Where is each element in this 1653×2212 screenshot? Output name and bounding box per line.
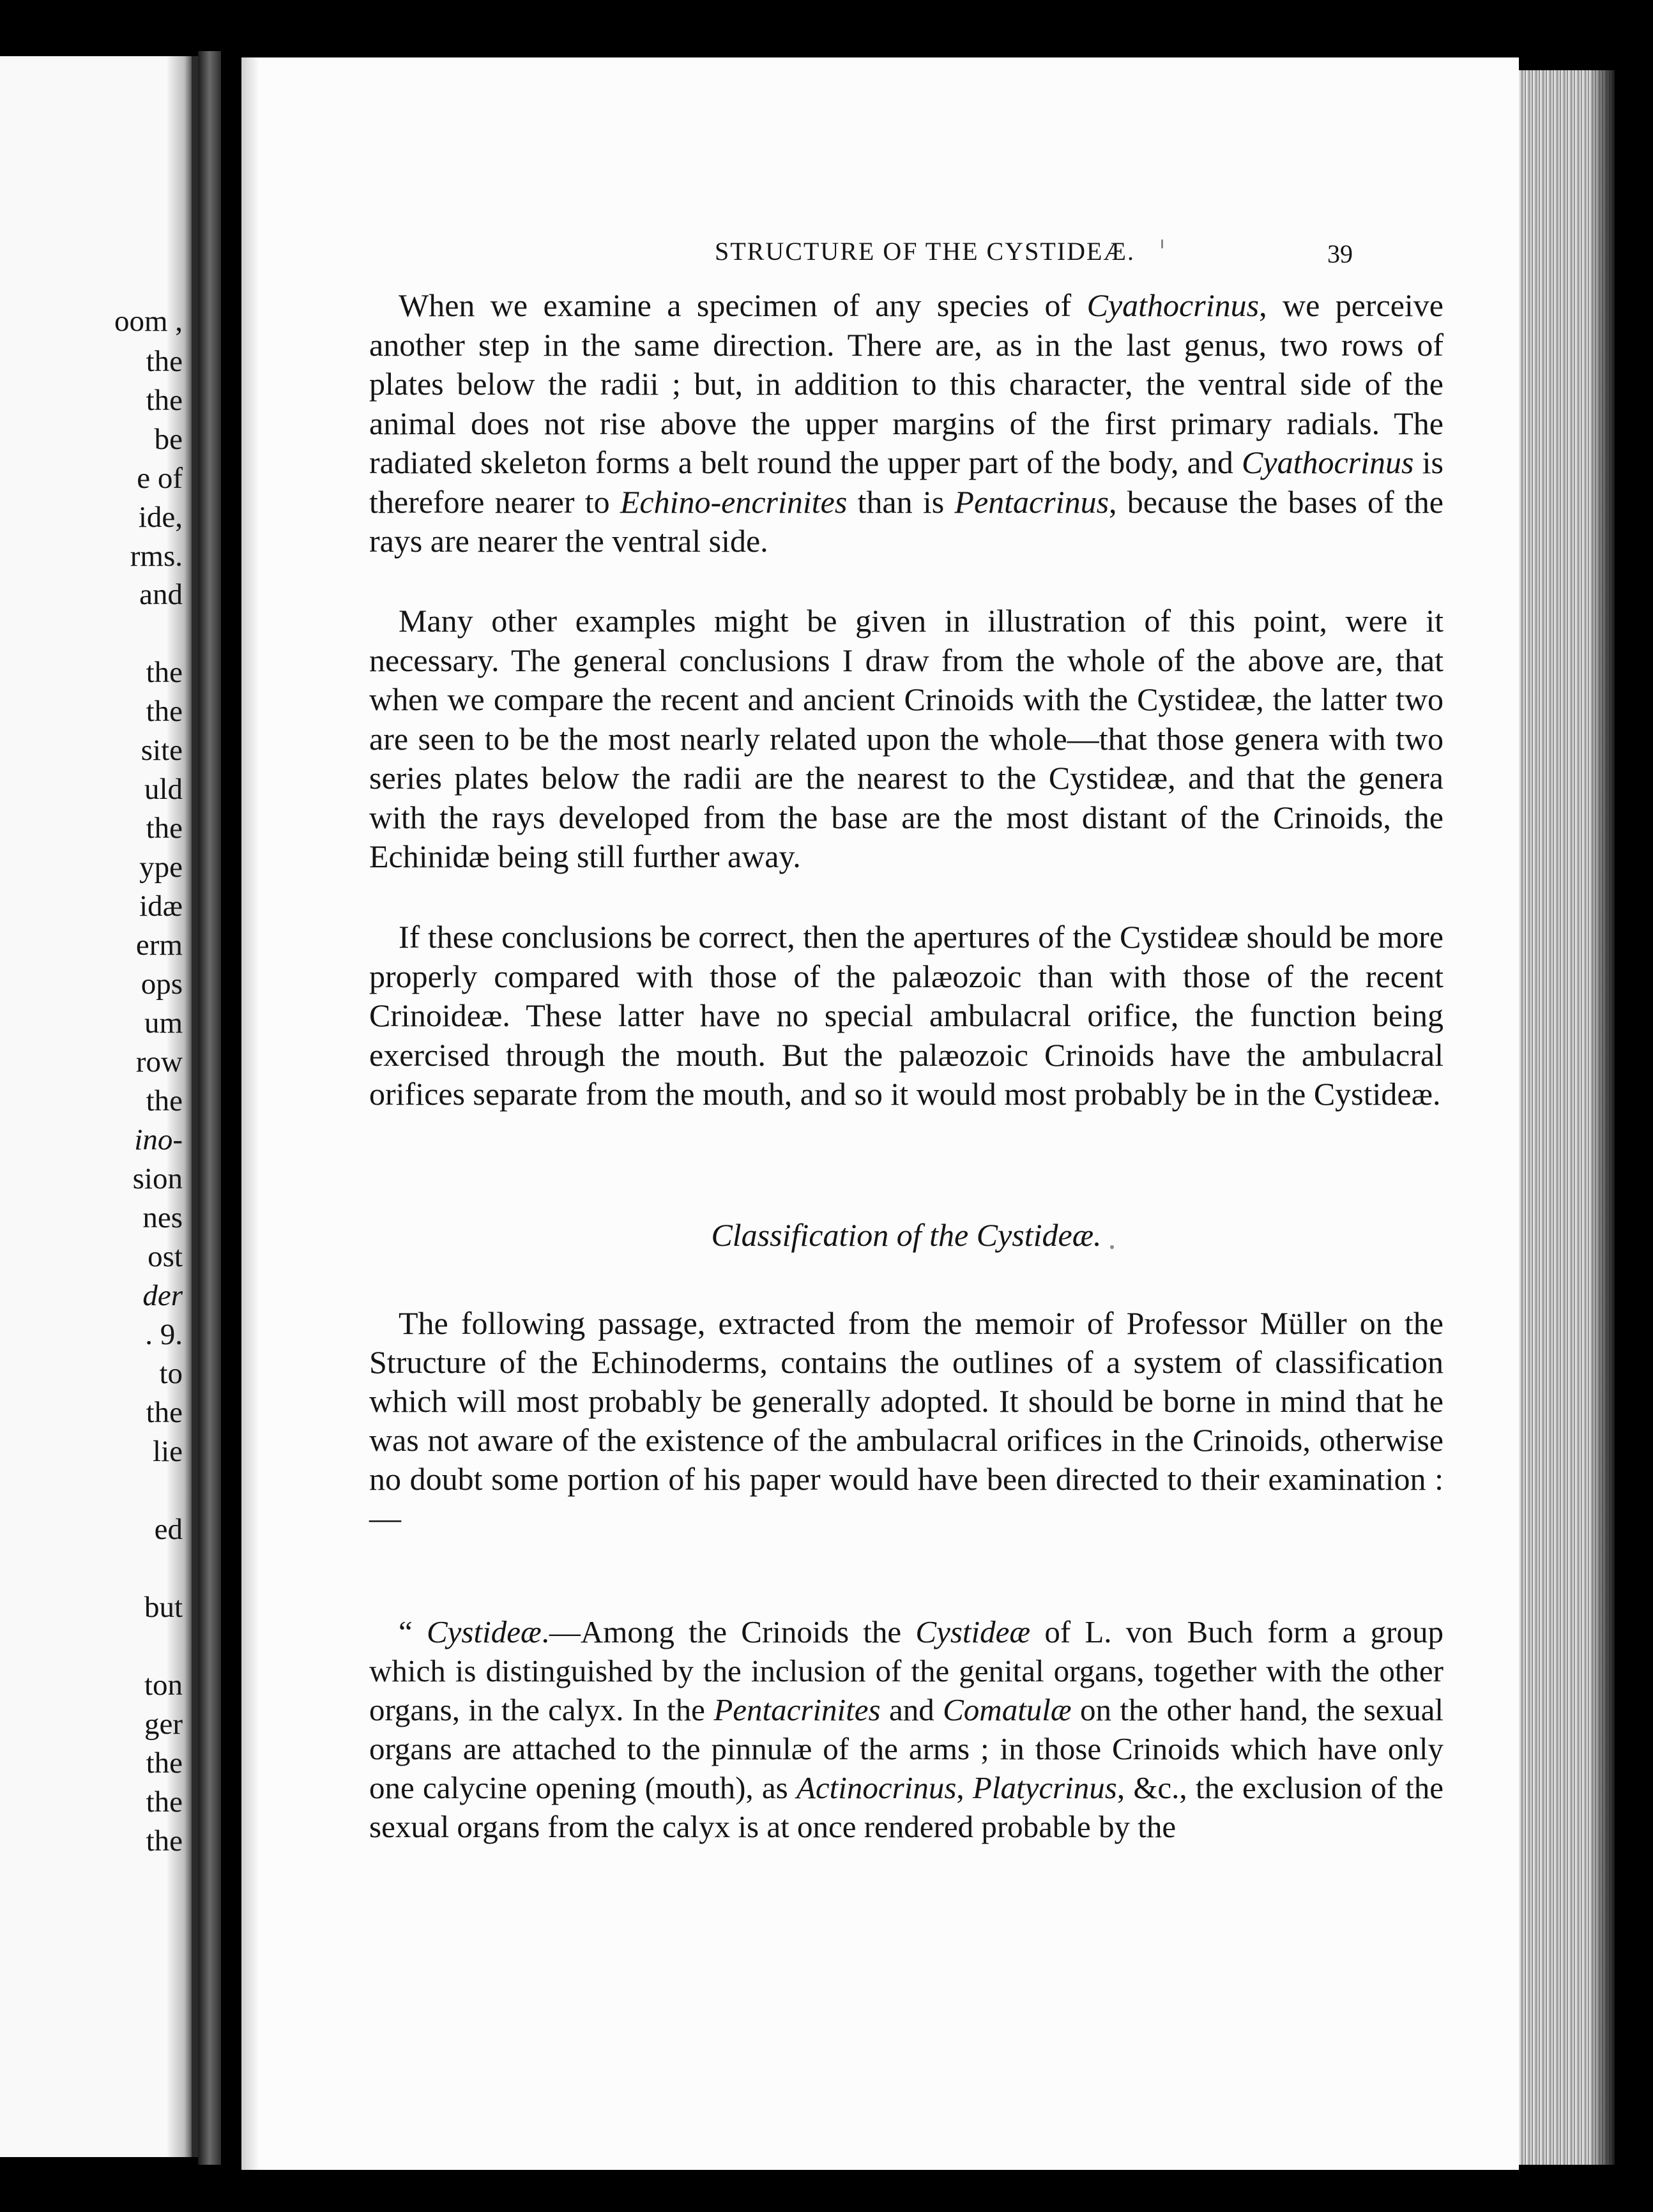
genus-name: Pentacrinites bbox=[713, 1692, 881, 1727]
facing-page-fragment: uld bbox=[144, 773, 183, 806]
facing-page-fragment: be bbox=[154, 423, 183, 456]
facing-page-fragment: oom , bbox=[114, 305, 183, 338]
facing-page-fragment: the bbox=[146, 345, 183, 378]
facing-page-fragment: row bbox=[135, 1045, 183, 1079]
facing-page-fragment: ops bbox=[141, 967, 183, 1001]
facing-page-fragment: erm bbox=[135, 928, 183, 962]
text-run: , bbox=[956, 1770, 973, 1805]
page-39 bbox=[241, 57, 1519, 2170]
text-run: , because the bases of the rays are nearer the ventral side. bbox=[369, 483, 1444, 559]
facing-page-fragment: lie bbox=[153, 1435, 183, 1468]
text-run: of L. von Buch form a group which is distinguished by the inclusion of the genital organs, together with the other organs, in the calyx. In the bbox=[369, 1614, 1444, 1727]
text-run: than is bbox=[847, 483, 955, 520]
text-run: “ bbox=[399, 1614, 427, 1649]
page-edge-shade bbox=[1589, 70, 1615, 2165]
genus-name: Comatulæ bbox=[943, 1692, 1072, 1727]
facing-page-fragment: um bbox=[144, 1006, 183, 1040]
facing-page-fragment: sion bbox=[132, 1162, 183, 1195]
genus-name: Cystideæ bbox=[915, 1614, 1031, 1649]
book-binding-strip bbox=[198, 51, 221, 2165]
facing-page-fragment: the bbox=[146, 1396, 183, 1429]
paragraph-cyathocrinus bbox=[369, 286, 1444, 561]
facing-page-fragment: ype bbox=[139, 851, 183, 884]
text-run: , &c., the exclusion of the sexual organs from the calyx is at once rendered probable by the bbox=[369, 1770, 1444, 1844]
genus-name: Pentacrinus bbox=[954, 483, 1109, 520]
facing-page-fragment: to bbox=[159, 1357, 183, 1390]
facing-page-fragment: ide, bbox=[138, 501, 183, 534]
genus-name: Cyathocrinus bbox=[1086, 287, 1260, 323]
facing-page-fragment: the bbox=[146, 656, 183, 689]
genus-name: Cystideæ bbox=[427, 1614, 542, 1649]
genus-name: Platycrinus bbox=[972, 1770, 1117, 1805]
page-inner-shadow bbox=[241, 57, 259, 2170]
facing-page-fragment: and bbox=[139, 578, 183, 611]
print-speck bbox=[1110, 1245, 1114, 1249]
text-run: .—Among the Crinoids the bbox=[541, 1614, 916, 1649]
facing-page-fragment: rms. bbox=[130, 540, 183, 573]
genus-name: Echino-encrinites bbox=[620, 483, 848, 520]
page-block-edges bbox=[1519, 70, 1615, 2165]
paragraph-general-conclusions: Many other examples might be given in illustration of this point, were it necessary. The general conclusions I draw from the whole of the above are, that when we compare the recent and ancient Crinoids with the Cystideæ, the latter two are seen to be the most nearly related upon the whole—that those genera with two series plates below the radii are the nearest to the Cystideæ, and that the genera with the rays developed from the base are the most distant of the Crinoids, the Echinidæ being still further away. bbox=[369, 603, 1444, 874]
facing-page-fragment: e of bbox=[137, 462, 183, 495]
paragraph-apertures: If these conclusions be correct, then the apertures of the Cystideæ should be more properly compared with those of the palæozoic than with those of the recent Crinoideæ. These latter have no special ambulacral orifice, the function being exercised through the mouth. But the palæozoic Crinoids have the ambulacral orifices separate from the mouth, and so it would most probably be in the Cystideæ. bbox=[369, 919, 1444, 1112]
facing-page-fragment: the bbox=[146, 384, 183, 417]
facing-page-fragment: the bbox=[146, 1824, 183, 1858]
section-heading-classification: Classification of the Cystideæ. bbox=[711, 1217, 1102, 1253]
facing-page-fragment: nes bbox=[142, 1201, 183, 1234]
facing-page-fragment: der bbox=[142, 1279, 183, 1312]
genus-name: Actinocrinus bbox=[796, 1770, 957, 1805]
facing-page-fragment: ed bbox=[154, 1513, 183, 1546]
text-run: When we examine a specimen of any species of bbox=[399, 287, 1087, 323]
page-number: 39 bbox=[1327, 239, 1353, 268]
text-run: is therefore nearer to bbox=[369, 444, 1444, 520]
paragraph-quoted-cystideae bbox=[369, 1612, 1444, 1846]
genus-name: Cyathocrinus bbox=[1242, 444, 1414, 480]
print-speck bbox=[1161, 239, 1163, 248]
text-run: on the other hand, the sexual organs are attached to the pinnulæ of the arms ; in those Crinoids which have only one calycine opening (mouth), as bbox=[369, 1692, 1444, 1805]
facing-page-fragment: ino- bbox=[134, 1123, 183, 1156]
facing-page-left bbox=[0, 56, 198, 2157]
running-head: STRUCTURE OF THE CYSTIDEÆ. bbox=[715, 237, 1135, 266]
text-run: , we perceive another step in the same direction. There are, as in the last genus, two rows of plates below the radii ; but, in addition to this character, the ventral side of the animal does not rise above the upper margins of the first primary radials. The radiated skeleton forms a belt round the upper part of the body, and bbox=[369, 287, 1444, 480]
text-run: and bbox=[880, 1692, 943, 1727]
facing-page-fragment: idæ bbox=[139, 890, 183, 923]
facing-page-fragment: the bbox=[146, 1084, 183, 1117]
facing-page-fragment: . 9. bbox=[145, 1318, 183, 1351]
facing-page-fragment: the bbox=[146, 695, 183, 728]
facing-page-fragment: ger bbox=[144, 1708, 183, 1741]
facing-page-fragment: the bbox=[146, 1746, 183, 1780]
facing-page-fragment: but bbox=[144, 1591, 183, 1624]
facing-page-fragment: site bbox=[141, 734, 183, 767]
facing-page-fragment: ton bbox=[144, 1669, 183, 1702]
facing-page-fragment: the bbox=[146, 1785, 183, 1819]
facing-page-fragment: the bbox=[146, 812, 183, 845]
facing-page-fragment: ost bbox=[148, 1240, 183, 1273]
paragraph-muller-passage-intro: The following passage, extracted from the memoir of Professor Müller on the Structure of the Echinoderms, contains the outlines of a system of classification which will most probably be generally adopted. It should be borne in mind that he was not aware of the existence of the ambulacral orifices in the Crinoids, otherwise no doubt some portion of his paper would have been directed to their examination :— bbox=[369, 1305, 1444, 1536]
